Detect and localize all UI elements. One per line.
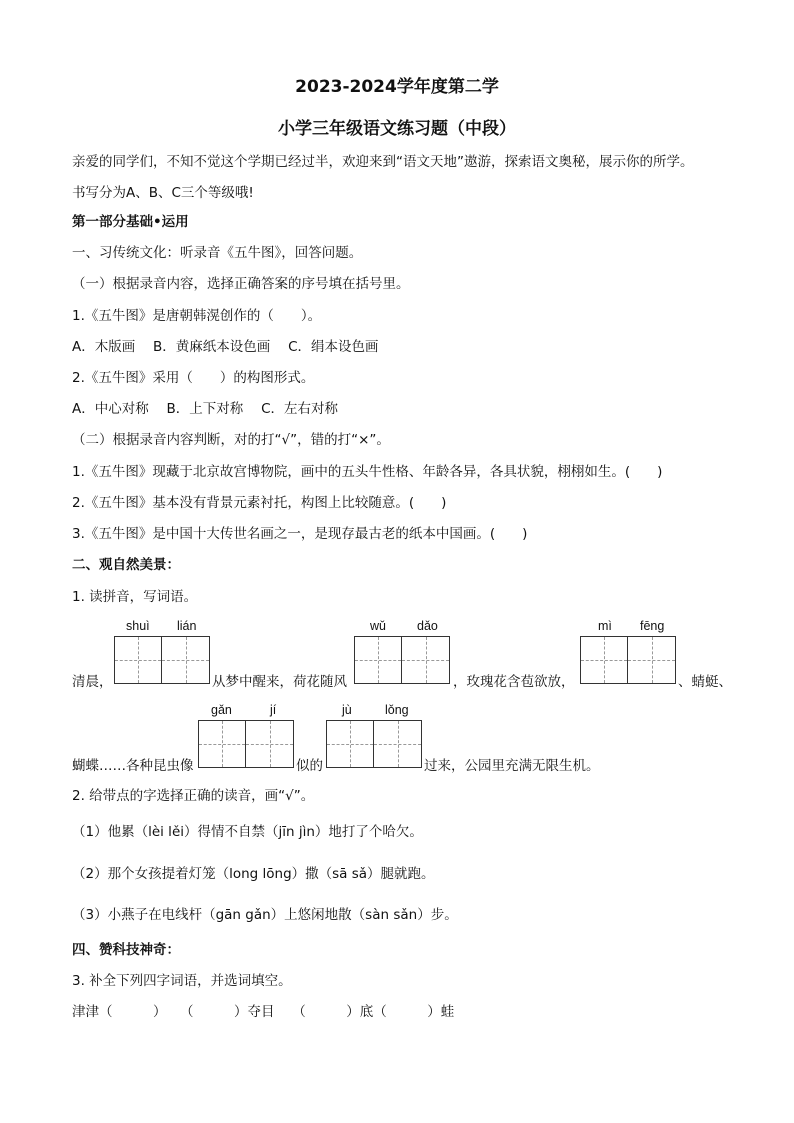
pinyin-feng: fēng bbox=[640, 619, 665, 633]
pinyin-shui: shuì bbox=[126, 619, 150, 633]
question-2-options: A．中心对称 B．上下对称 C．左右对称 bbox=[72, 401, 339, 417]
writing-grid-5[interactable] bbox=[326, 720, 422, 768]
section1-heading: 一、习传统文化：听录音《五牛图》，回答问题。 bbox=[72, 245, 363, 261]
row2-text-1: 蝴蝶……各种昆虫像 bbox=[72, 758, 194, 774]
intro-line-1: 亲爱的同学们，不知不觉这个学期已经过半，欢迎来到“语文天地”遨游，探索语文奥秘，展示你的所学。 bbox=[72, 154, 694, 170]
grid-cell[interactable] bbox=[628, 636, 676, 684]
pinyin-wu: wǔ bbox=[370, 619, 386, 633]
grid-cell[interactable] bbox=[162, 636, 210, 684]
section1-sub2: （二）根据录音内容判断，对的打“√”，错的打“×”。 bbox=[72, 432, 390, 448]
title-line-2: 小学三年级语文练习题（中段） bbox=[278, 119, 516, 139]
question-1: 1.《五牛图》是唐朝韩滉创作的（ ）。 bbox=[72, 308, 322, 324]
section4-q3-title: 3. 补全下列四字词语，并选词填空。 bbox=[72, 973, 292, 989]
question-1-options: A．木版画 B．黄麻纸本设色画 C．绢本设色画 bbox=[72, 339, 379, 355]
grid-cell[interactable] bbox=[354, 636, 402, 684]
section4-heading: 四、赞科技神奇： bbox=[72, 942, 180, 958]
pinyin-ji: jí bbox=[270, 703, 277, 717]
grid-cell[interactable] bbox=[326, 720, 374, 768]
pinyin-lian: lián bbox=[177, 619, 197, 633]
intro-line-2: 书写分为A、B、C三个等级哦! bbox=[72, 185, 254, 201]
grid-cell[interactable] bbox=[246, 720, 294, 768]
writing-grid-3[interactable] bbox=[580, 636, 676, 684]
judge-1: 1.《五牛图》现藏于北京故宫博物院，画中的五头牛性格、年龄各异，各具状貌，栩栩如生。( ) bbox=[72, 464, 663, 480]
row1-text-4: 、蜻蜓、 bbox=[678, 674, 732, 690]
writing-grid-2[interactable] bbox=[354, 636, 450, 684]
row1-text-1: 清晨， bbox=[72, 674, 113, 690]
section2-q1-title: 1. 读拼音，写词语。 bbox=[72, 589, 198, 605]
grid-cell[interactable] bbox=[580, 636, 628, 684]
grid-cell[interactable] bbox=[374, 720, 422, 768]
grid-cell[interactable] bbox=[198, 720, 246, 768]
section2-heading: 二、观自然美景： bbox=[72, 557, 180, 573]
judge-2: 2.《五牛图》基本没有背景元素衬托，构图上比较随意。( ) bbox=[72, 495, 447, 511]
row2-text-2: 似的 bbox=[296, 758, 323, 774]
section4-q3-line: 津津（ ） （ ）夺目 （ ）底（ ）蛙 bbox=[72, 1004, 455, 1020]
row2-text-3: 过来，公园里充满无限生机。 bbox=[424, 758, 600, 774]
pinyin-mi: mì bbox=[598, 619, 612, 633]
section2-q2-item-1: （1）他累（lèi lěi）得情不自禁（jīn jìn）地打了个哈欠。 bbox=[72, 824, 423, 840]
grid-cell[interactable] bbox=[402, 636, 450, 684]
writing-grid-4[interactable] bbox=[198, 720, 294, 768]
section2-q2-item-3: （3）小燕子在电线杆（gān gǎn）上悠闲地散（sàn sǎn）步。 bbox=[72, 907, 458, 923]
title-line-1: 2023-2024学年度第二学 bbox=[295, 77, 499, 97]
grid-cell[interactable] bbox=[114, 636, 162, 684]
section1-sub1: （一）根据录音内容，选择正确答案的序号填在括号里。 bbox=[72, 276, 410, 292]
judge-3: 3.《五牛图》是中国十大传世名画之一，是现存最古老的纸本中国画。( ) bbox=[72, 526, 528, 542]
row1-text-2: 从梦中醒来，荷花随风 bbox=[212, 674, 347, 690]
question-2: 2.《五牛图》采用（ ）的构图形式。 bbox=[72, 370, 315, 386]
pinyin-ju: jù bbox=[342, 703, 352, 717]
section2-q2-item-2: （2）那个女孩提着灯笼（long lōng）撒（sā sǎ）腿就跑。 bbox=[72, 866, 435, 882]
pinyin-long: lǒng bbox=[385, 703, 409, 717]
section2-q2-title: 2. 给带点的字选择正确的读音，画“√”。 bbox=[72, 788, 315, 804]
writing-grid-1[interactable] bbox=[114, 636, 210, 684]
pinyin-dao: dǎo bbox=[417, 619, 438, 633]
part1-heading: 第一部分基础•运用 bbox=[72, 214, 189, 230]
pinyin-gan: gǎn bbox=[211, 703, 232, 717]
row1-text-3: ，玫瑰花含苞欲放， bbox=[453, 674, 575, 690]
